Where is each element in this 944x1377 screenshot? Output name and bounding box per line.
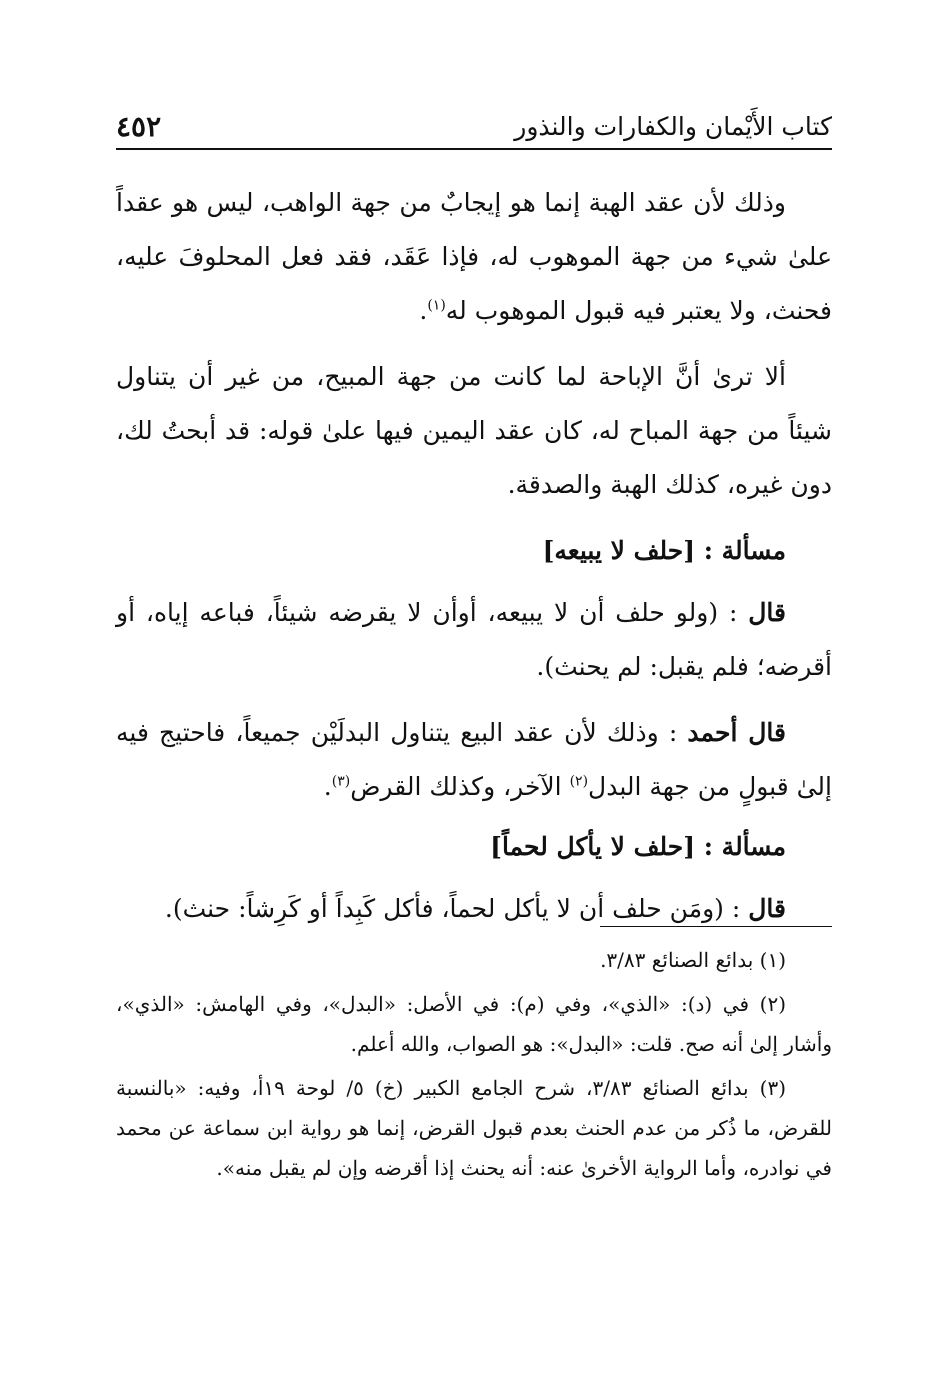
running-header [116, 104, 832, 150]
qal-label-2: قال [748, 894, 786, 923]
qal-text-1: : (ولو حلف أن لا يبيعه، أوأن لا يقرضه شيئاً، فباعه إياه، أو أقرضه؛ فلم يقبل: لم يحنث). [116, 598, 832, 681]
ahmad-text-2: الآخر، وكذلك القرض [350, 772, 570, 801]
footnote-ref-2: (٢) [569, 773, 589, 790]
qal-text-2: : (ومَن حلف أن لا يأكل لحماً، فأكل كَبِداً أو كَرِشاً: حنث). [164, 894, 741, 923]
ahmad-label: قال أحمد [687, 718, 787, 747]
footnote-ref-3: (٣) [331, 773, 351, 790]
paragraph-2 [116, 350, 832, 512]
qal-label-1: قال [748, 598, 786, 627]
footnote-1: (١) بدائع الصنائع ٣/٨٣. [600, 948, 786, 972]
footnote-separator [600, 926, 832, 927]
page-number: ٤٥٢ [116, 109, 162, 143]
footnotes [116, 940, 832, 1192]
paragraph-1-end: . [419, 296, 428, 325]
section-heading-2: مسألة : [حلف لا يأكل لحماً] [490, 832, 786, 861]
ahmad-text-1: : وذلك لأن عقد البيع يتناول البدلَيْن جميعاً، فاحتيج فيه إلىٰ قبولٍ من جهة البدل [116, 718, 832, 801]
paragraph-1 [116, 176, 832, 338]
footnote-2: (٢) في (د): «الذي»، وفي (م): في الأصل: «البدل»، وفي الهامش: «الذي»، وأشار إلىٰ أنه صح. قلت: «البدل»: هو الصواب، والله أعلم. [116, 992, 832, 1056]
paragraph-1-text: وذلك لأن عقد الهبة إنما هو إيجابٌ من جهة الواهب، ليس هو عقداً علىٰ شيء من جهة الموهوب له، فإذا عَقَد، فقد فعل المحلوفَ عليه، فحنث، ولا يعتبر فيه قبول الموهوب له [116, 188, 832, 325]
ahmad-end: . [323, 772, 332, 801]
main-text [116, 176, 832, 948]
paragraph-qal-1 [116, 586, 832, 694]
section-heading-1: مسألة : [حلف لا يبيعه] [542, 536, 786, 565]
paragraph-ahmad [116, 706, 832, 814]
chapter-title: كتاب الأَيْمان والكفارات والنذور [514, 111, 832, 141]
footnote-3: (٣) بدائع الصنائع ٣/٨٣، شرح الجامع الكبير (خ) ٥/ لوحة ١٩أ، وفيه: «بالنسبة للقرض، ما ذُكر من عدم الحنث بعدم قبول القرض، إنما هو رواية ابن سماعة عن محمد في نوادره، وأما الرواية الأخرىٰ عنه: أنه يحنث إذا أقرضه وإن لم يقبل منه». [116, 1076, 832, 1180]
footnote-ref-1: (١) [427, 297, 446, 314]
paragraph-qal-2 [116, 882, 832, 936]
paragraph-2-text: ألا ترىٰ أنَّ الإباحة لما كانت من جهة المبيح، من غير أن يتناول شيئاً من جهة المباح له، كان عقد اليمين فيها علىٰ قوله: قد أبحتُ لك، دون غيره، كذلك الهبة والصدقة. [116, 362, 832, 499]
